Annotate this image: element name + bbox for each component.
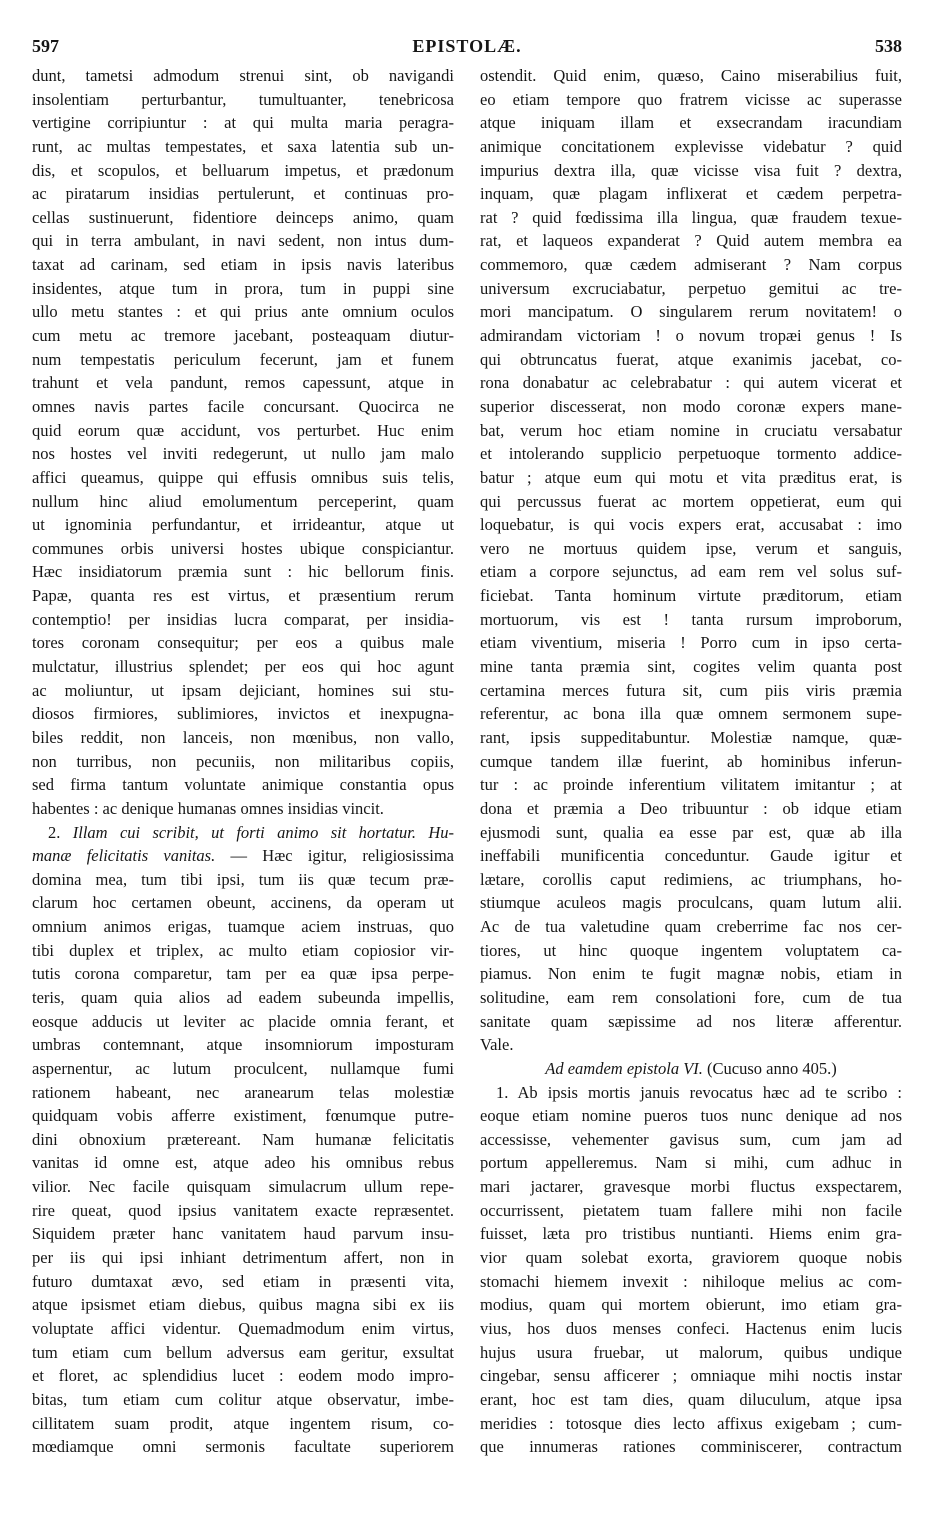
section-text-start: — Hæc igitur, religiosissima	[215, 846, 454, 866]
text-line: dona et præmia a Deo tribuuntur : ob idque etiam	[480, 798, 902, 818]
text-line: Siquidem præter hanc vanitatem haud parvum insu-	[32, 1224, 454, 1244]
text-line: mœdiamque omni sermonis facultate superiorem	[32, 1437, 454, 1457]
text-line: batur ; atque eum qui motu et vita præditus erat, is	[480, 467, 902, 487]
text-line: communes orbis universi hostes ubique conspiciantur.	[32, 538, 454, 558]
text-line: omnium animos erigas, tuamque aciem instruas, quo	[32, 917, 454, 937]
left-column-text	[32, 64, 454, 821]
text-line: domina mea, tum tibi ipsi, tum iis quæ tecum præ-	[32, 869, 454, 889]
text-line: voluptate affici videntur. Quemadmodum enim virtus,	[32, 1318, 454, 1338]
text-line: vanitas id omne est, atque adeo his omnibus rebus	[32, 1153, 454, 1173]
text-line: animique concitationem explevisse videbatur ? quid	[480, 136, 902, 156]
text-line: omnes navis partes facile concursant. Quocirca ne	[32, 396, 454, 416]
text-line: cellas sustinuerunt, fidentiore deinceps animo, quam	[32, 207, 454, 227]
text-line: inquam, quæ plagam inflixerat et cædem perpetra-	[480, 184, 902, 204]
text-line: atque ipsismet etiam diebus, quibus magna sibi ex iis	[32, 1295, 454, 1315]
text-line: insidentes, atque tum in prora, tum in puppi sine	[32, 278, 454, 298]
text-line: vilior. Nec facile quisquam simulacrum ullum repe-	[32, 1177, 454, 1197]
text-line: rat, et laqueos expanderat ? Quid autem membra ea	[480, 231, 902, 251]
right-column-text	[480, 64, 902, 1057]
text-line: admirandam victoriam ! o novum tropæi genus ! Is	[480, 326, 902, 346]
text-line: teris, quam quia alios ad eadem subeunda impellis,	[32, 987, 454, 1007]
text-line: quid eorum quæ accidunt, vos perturbet. Huc enim	[32, 420, 454, 440]
text-line: eo etiam tempore quo fratrem vicisse ac superasse	[480, 89, 902, 109]
text-line: rat ? quid fœdissima illa lingua, quæ fraudem texue-	[480, 207, 902, 227]
text-line: ac moliuntur, ut ipsam dejiciant, homines sui stu-	[32, 680, 454, 700]
text-line: rire queat, quod ipsius vanitatem exacte repræsentet.	[32, 1200, 454, 1220]
text-line: vertigine corripiuntur : at qui multa maria peragra-	[32, 113, 454, 133]
text-line: meridies : totosque dies lecto affixus exigebam ; cum-	[480, 1413, 902, 1433]
text-line: superior discesserat, non modo coronæ expers mane-	[480, 396, 902, 416]
text-line: modius, quam qui mortem obierunt, imo etiam gra-	[480, 1295, 902, 1315]
text-line: mine tanta præmia sint, cogites velim quanta post	[480, 657, 902, 677]
text-line: dis, et scopulos, et belluarum impetus, et prædonum	[32, 160, 454, 180]
text-line: sanitate quam sæpissime ad nos literæ afferentur.	[480, 1011, 902, 1031]
text-line: eoque etiam nomine pueros tuos nunc denique ad nos	[480, 1106, 902, 1126]
text-line: etiam a corpore sejunctus, ad eam rem vel solus suf-	[480, 562, 902, 582]
text-line: erant, hoc est tam dies, quam diluculum, atque ipsa	[480, 1389, 902, 1409]
text-line: etiam viventium, miseria ! Porro cum in ipso certa-	[480, 633, 902, 653]
epistle-heading-italic: Ad eamdem epistola VI.	[545, 1058, 703, 1078]
right-column-text-continued	[480, 1081, 902, 1459]
text-line: quidquam vobis afferre existiment, fœnumque putre-	[32, 1106, 454, 1126]
text-line: rationem habeant, nec aranearum telas molestiæ	[32, 1082, 454, 1102]
text-line: taxat ad carinam, sed etiam in ipsis navis lateribus	[32, 255, 454, 275]
text-line: biles reddit, non lanceis, non mœnibus, non vallo,	[32, 727, 454, 747]
text-line: universum excruciabatur, perpetuo gemitui ac tre-	[480, 278, 902, 298]
text-line: ac piratarum insidias pertulerunt, et continuas pro-	[32, 184, 454, 204]
text-line: cum metu ac tremore jacebant, posteaquam diutur-	[32, 326, 454, 346]
text-line: qui percussus fuerat ac mortem oppetierat, eum qui	[480, 491, 902, 511]
section-heading-italic-2: manæ felicitatis vanitas.	[32, 846, 216, 866]
text-line: cingebar, sensu afficerer ; omniaque mihi noctis instar	[480, 1366, 902, 1386]
text-line: Papæ, quanta res est virtus, et præsentium rerum	[32, 586, 454, 606]
text-line: diosos firmiores, sublimiores, invictos et inexpugna-	[32, 704, 454, 724]
text-line: umbras contemnant, atque insomniorum imposturam	[32, 1035, 454, 1055]
epistle-heading-date: (Cucuso anno 405.)	[702, 1058, 837, 1078]
text-line: num tempestatis periculum fecerunt, jam et funem	[32, 349, 454, 369]
text-line: tiores, ut hinc quoque ingentem voluptatem ca-	[480, 940, 902, 960]
text-line: cumque tandem illæ fuerint, ab hominibus inferun-	[480, 751, 902, 771]
text-line: dunt, tametsi admodum strenui sint, ob navigandi	[32, 66, 454, 85]
text-line: occurrissent, pietatem tuam fallere mihi non facile	[480, 1200, 902, 1220]
text-line: futuro dumtaxat ævo, sed etiam in præsenti vita,	[32, 1271, 454, 1291]
text-line: stomachi hiemem invexit : nihiloque melius ac com-	[480, 1271, 902, 1291]
text-line: eosque adducis ut leviter ac placide omnia ferant, et	[32, 1011, 454, 1031]
text-line: tores coronam consequitur; per eos a quibus male	[32, 633, 454, 653]
text-line: referentur, ac bona illa quæ omnem sermonem supe-	[480, 704, 902, 724]
text-line: piamus. Non enim te fugit magnæ nobis, etiam in	[480, 964, 902, 984]
text-line: tur : ac proinde inferentium vilitatem imitantur ; at	[480, 775, 902, 795]
text-line: nos hostes vel inviti redegerunt, ut nullo jam malo	[32, 444, 454, 464]
text-line: non turribus, non pecuniis, non militaribus copiis,	[32, 751, 454, 771]
text-line: hujus usura fruebar, ut malorum, quibus undique	[480, 1342, 902, 1362]
section-number: 2.	[48, 822, 61, 842]
text-line: commemoro, quæ cædem admiserant ? Nam corpus	[480, 255, 902, 275]
text-line: et intolerando supplicio perpetuoque tormento addice-	[480, 444, 902, 464]
text-line: dini obnoxium prætereant. Nam humanæ felicitatis	[32, 1129, 454, 1149]
text-line: rant, ipsis suppeditabuntur. Molestiæ namque, quæ-	[480, 727, 902, 747]
text-line: qui in terra ambulant, in navi sedent, non intus dum-	[32, 231, 454, 251]
running-title: EPISTOLÆ.	[412, 36, 522, 56]
text-line: ficiebat. Tanta hominum virtute præditorum, etiam	[480, 586, 902, 606]
text-line: tum etiam cum bellum adversus eam geritur, exsultat	[32, 1342, 454, 1362]
text-line: habentes : ac denique humanas omnes insidias vincit.	[32, 798, 384, 818]
page-header	[32, 36, 902, 60]
section-heading-italic-1: Illam cui scribit, ut forti animo sit hortatur. Hu-	[72, 822, 454, 842]
text-line: ostendit. Quid enim, quæso, Caino miserabilius fuit,	[480, 66, 902, 85]
text-line: runt, ac multas tempestates, et saxa latentia sub un-	[32, 136, 454, 156]
text-line: affici queamus, quippe qui effusis omnibus suis telis,	[32, 467, 454, 487]
epistle-heading	[480, 1057, 902, 1081]
text-line: ineffabili munificentia conceduntur. Gaude igitur et	[480, 846, 902, 866]
text-line: tutis corona comparetur, tam per ea quæ ipsa perpe-	[32, 964, 454, 984]
text-line: nullum hinc aliud emolumentum perceperint, quam	[32, 491, 454, 511]
text-line: rona donabatur ac celebrabatur : qui autem vicerat et	[480, 373, 902, 393]
left-column	[32, 64, 454, 1459]
text-line: ejusmodi sunt, qualia ea esse par est, quæ ab illa	[480, 822, 902, 842]
section-2-heading-line-2	[32, 844, 454, 868]
text-line: clarum hoc certamen obeunt, accinens, da operam ut	[32, 893, 454, 913]
page-number-right: 538	[875, 36, 902, 56]
text-line: ullo metu stantes : et qui prius ante omnium oculos	[32, 302, 454, 322]
text-line: vius, hos duos menses confeci. Hactenus enim lucis	[480, 1318, 902, 1338]
section-2-heading-line	[32, 821, 454, 845]
text-line: vior quam solebat exorta, graviorem quoque nobis	[480, 1248, 902, 1268]
text-line: mulctatur, illustrius splendet; per eos qui hoc agunt	[32, 657, 454, 677]
text-line: bitas, tum etiam cum colitur atque observatur, imbe-	[32, 1389, 454, 1409]
text-line: atque iniquam illam et exsecrandam iracundiam	[480, 113, 902, 133]
text-line: fuisset, læta pro tristibus nuntianti. Hiems enim gra-	[480, 1224, 902, 1244]
text-line: solitudine, eam rem consolationi fore, cum de tua	[480, 987, 902, 1007]
text-line: lætare, corollis caput redimiens, ac triumphans, ho-	[480, 869, 902, 889]
text-line: tibi duplex et triplex, ac multo etiam copiosior vir-	[32, 940, 454, 960]
text-line: Vale.	[480, 1035, 514, 1055]
text-line: loquebatur, is qui vocis expers erat, accusabat : imo	[480, 515, 902, 535]
text-line: portum appelleremus. Nam si mihi, cum adhuc in	[480, 1153, 902, 1173]
text-line: certamina merces futura sit, cum piis viris præmia	[480, 680, 902, 700]
text-line: Ac de tua valetudine quam creberrime fac nos cer-	[480, 917, 902, 937]
text-line: contemptio! per insidias lucra comparat, per insidia-	[32, 609, 454, 629]
text-line: stiumque aculeos magis proculcans, quam lutum alii.	[480, 893, 902, 913]
text-line: et floret, ac splendidius lucet : eodem modo impro-	[32, 1366, 454, 1386]
text-line: que innumeras rationes comminiscerer, contractum	[480, 1437, 902, 1457]
text-line: mori mancipatum. O singularem rerum novitatem! o	[480, 302, 902, 322]
page-number-left: 597	[32, 36, 59, 56]
text-line: mari jactarer, gravesque morbi fluctus exspectarem,	[480, 1177, 902, 1197]
text-line: insolentiam perturbantur, tumultuanter, tenebricosa	[32, 89, 454, 109]
text-line: bat, verum hoc etiam nomine in cruciatu versabatur	[480, 420, 902, 440]
text-line: Hæc insidiatorum præmia sunt : hic bellorum finis.	[32, 562, 454, 582]
left-column-text-continued	[32, 868, 454, 1459]
right-column	[480, 64, 902, 1459]
text-line: mortuorum, vis est ! tanta rursum improborum,	[480, 609, 902, 629]
text-line: 1. Ab ipsis mortis januis revocatus hæc ad te scribo :	[496, 1082, 902, 1102]
text-line: ut ignominia perfundantur, et irrideantur, atque ut	[32, 515, 454, 535]
text-line: impurius dextra illa, quæ vicisse visa fuit ? dextra,	[480, 160, 902, 180]
text-line: accessisse, vehementer gavisus sum, cum jam ad	[480, 1129, 902, 1149]
text-line: sed firma tantum voluntate animique constantia opus	[32, 775, 454, 795]
text-line: vero ne mortuus quidem ipse, verum et sanguis,	[480, 538, 902, 558]
text-line: per iis qui ipsi inhiant detrimentum affert, non in	[32, 1248, 454, 1268]
text-line: trahunt et vela pandunt, remos capessunt, atque in	[32, 373, 454, 393]
text-line: cillitatem suam prodit, atque ingentem risum, co-	[32, 1413, 454, 1433]
text-line: qui obtruncatus fuerat, atque exanimis jacebat, co-	[480, 349, 902, 369]
text-line: aspernentur, ac lutum proculcent, nullamque fumi	[32, 1058, 454, 1078]
